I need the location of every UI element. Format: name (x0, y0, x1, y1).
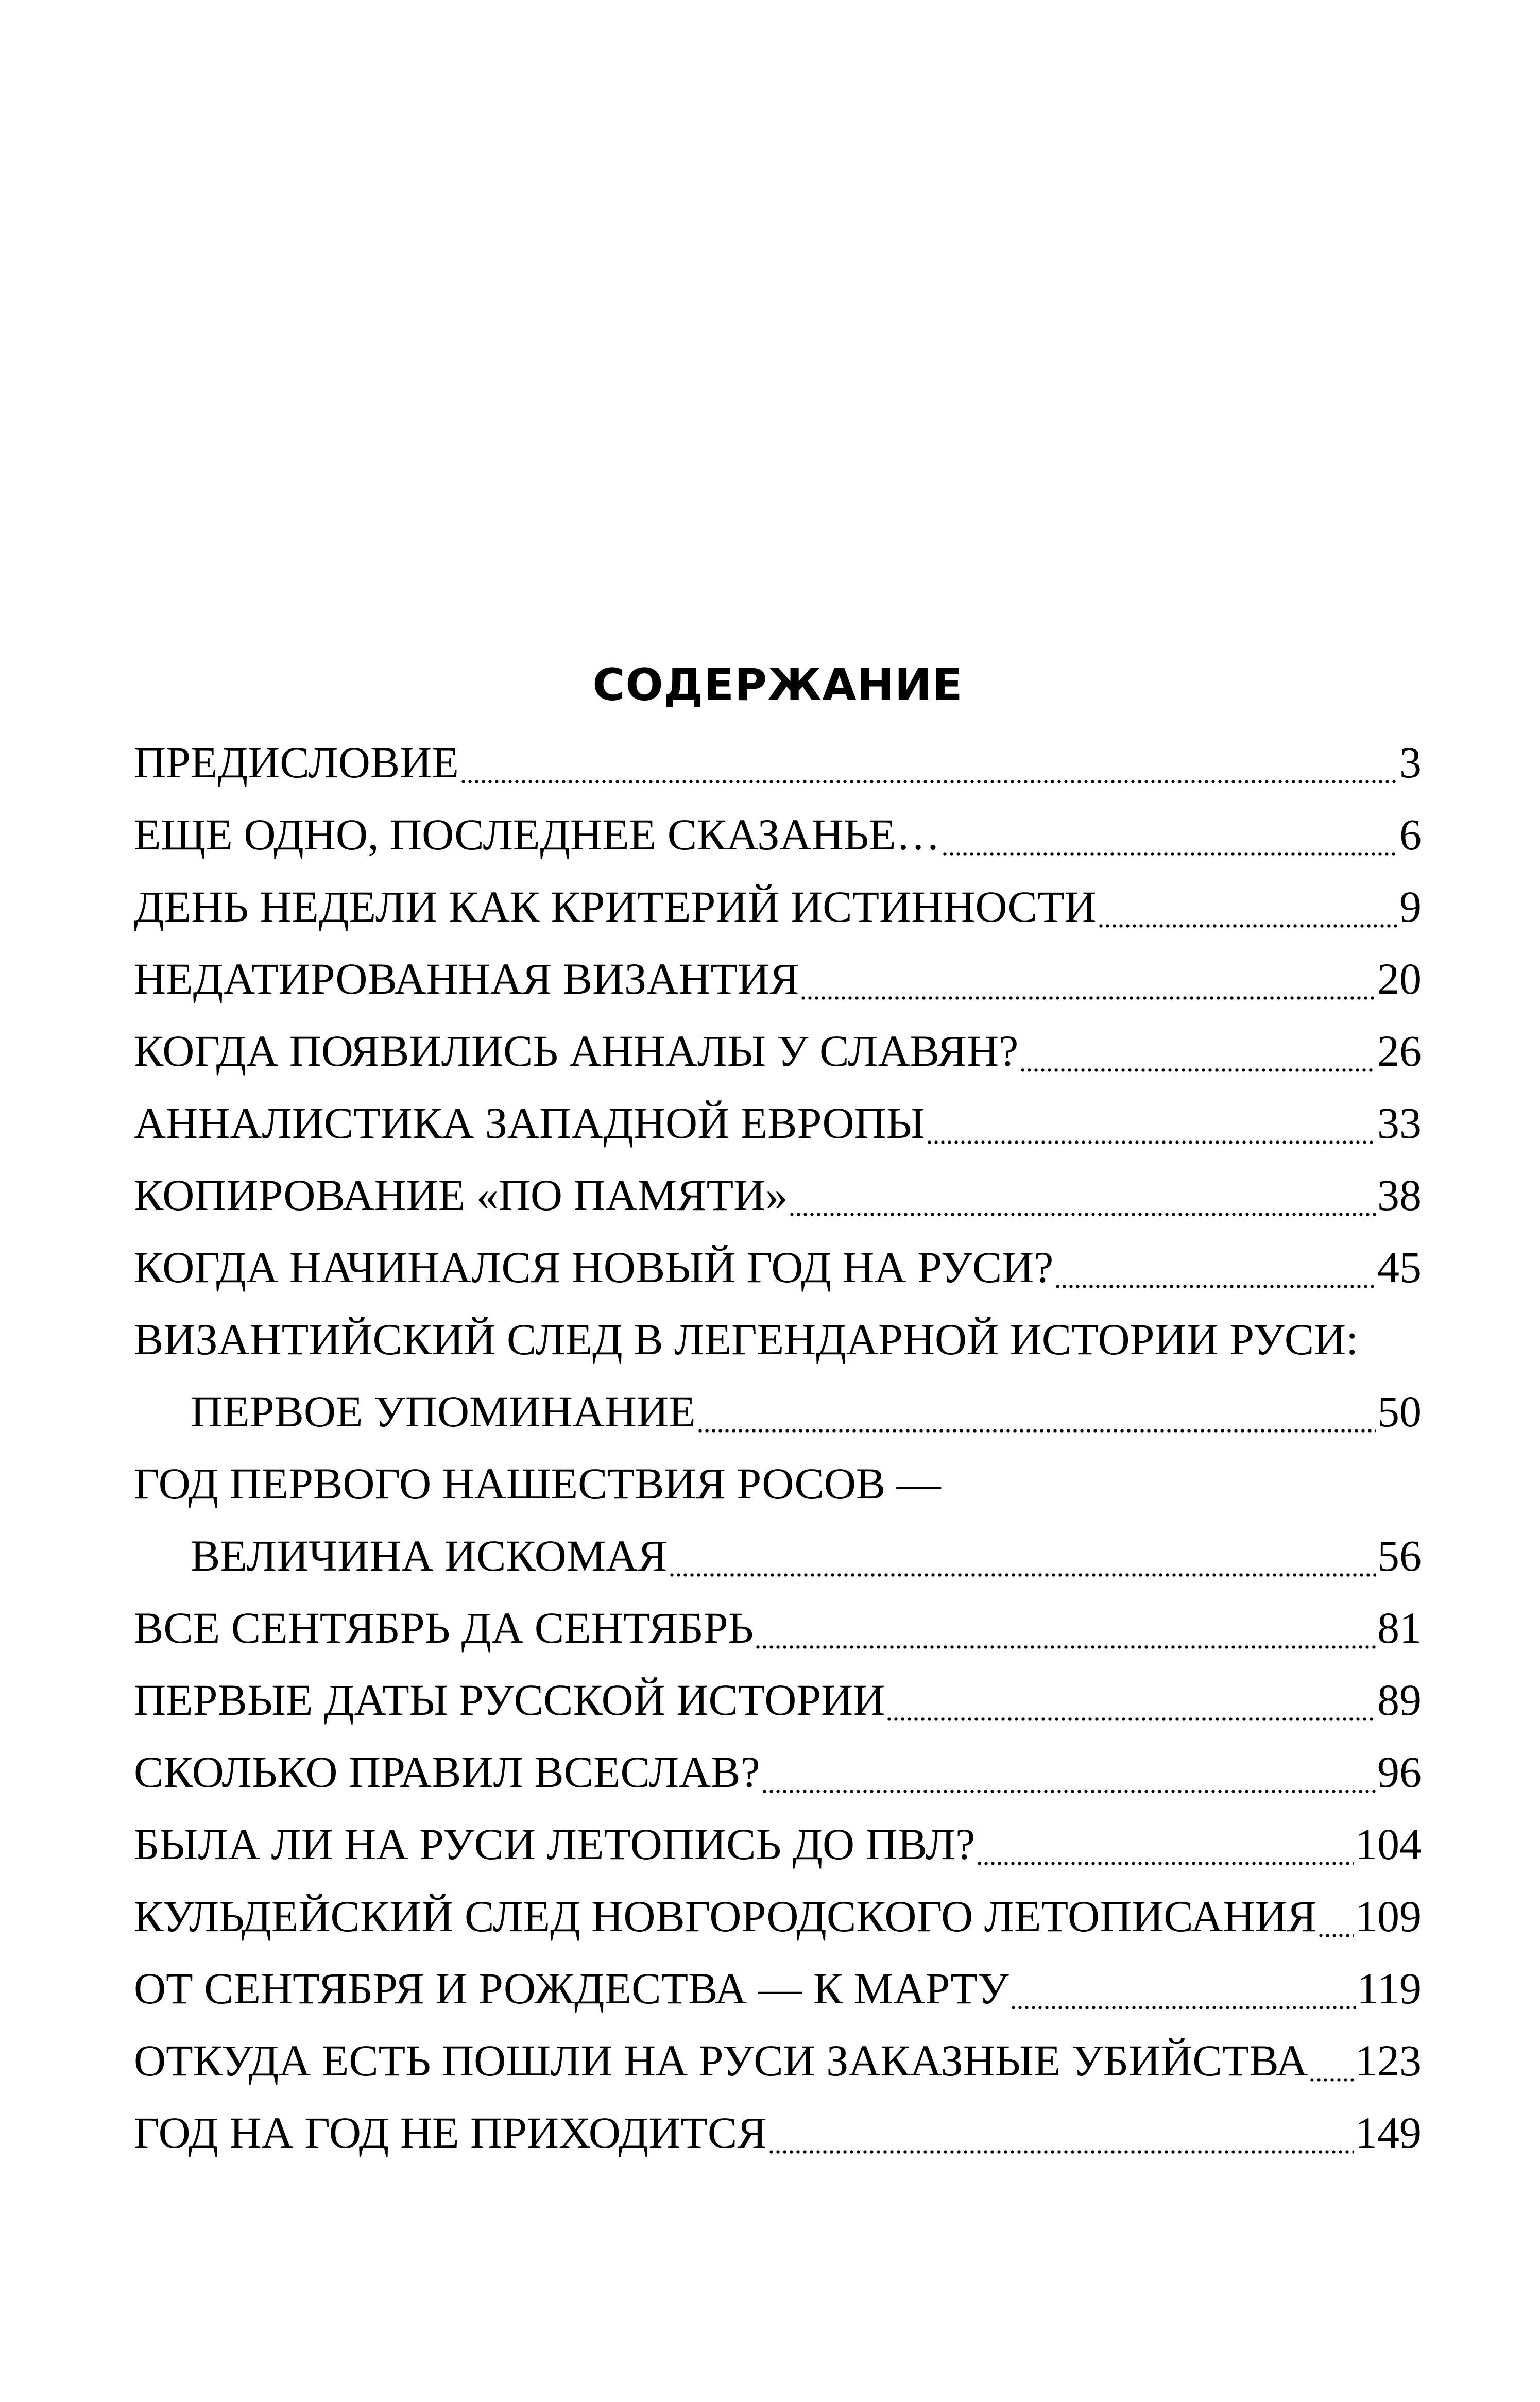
dot-leader (669, 1542, 1376, 1578)
toc-entry-title: СКОЛЬКО ПРАВИЛ ВСЕСЛАВ? (134, 1747, 760, 1797)
toc-entry-page: 89 (1377, 1675, 1422, 1725)
dot-leader (1317, 1903, 1354, 1939)
toc-entry-page: 3 (1399, 738, 1422, 787)
dot-leader (1019, 1037, 1376, 1074)
dot-leader (761, 1759, 1376, 1795)
dot-leader (976, 1831, 1354, 1867)
toc-entry-page: 33 (1377, 1098, 1422, 1148)
toc-entry-title: КУЛЬДЕЙСКИЙ СЛЕД НОВГОРОДСКОГО ЛЕТОПИСАНИЯ (134, 1892, 1317, 1941)
dot-leader (755, 1614, 1376, 1650)
toc-entries (134, 726, 1422, 2169)
toc-entry-page: 119 (1357, 1964, 1422, 2013)
dot-leader (800, 965, 1376, 1001)
dot-leader (460, 749, 1398, 785)
toc-entry-title: ОТ СЕНТЯБРЯ И РОЖДЕСТВА — К МАРТУ (134, 1964, 1009, 2013)
toc-entry-title: КОГДА НАЧИНАЛСЯ НОВЫЙ ГОД НА РУСИ? (134, 1242, 1054, 1292)
toc-entry-title: ПРЕДИСЛОВИЕ (134, 738, 459, 787)
toc-entry-page: 6 (1399, 810, 1422, 859)
toc-entry-title: НЕДАТИРОВАННАЯ ВИЗАНТИЯ (134, 954, 799, 1003)
toc-entry[interactable] (134, 2097, 1422, 2169)
toc-entry[interactable] (134, 1592, 1422, 1664)
toc-entry-page: 123 (1355, 2036, 1422, 2085)
toc-heading: СОДЕРЖАНИЕ (592, 659, 963, 711)
toc-entry-title-line2: ВЕЛИЧИНА ИСКОМАЯ (191, 1531, 668, 1580)
toc-entry-page: 56 (1377, 1531, 1422, 1580)
toc-entry-title: ПЕРВЫЕ ДАТЫ РУССКОЙ ИСТОРИИ (134, 1675, 885, 1725)
toc-entry[interactable] (134, 1015, 1422, 1087)
dot-leader (886, 1686, 1376, 1723)
toc-entry[interactable] (134, 1808, 1422, 1880)
toc-entry-two-line[interactable] (134, 1303, 1422, 1447)
toc-entry-page: 50 (1377, 1387, 1422, 1436)
toc-entry-title-line2: ПЕРВОЕ УПОМИНАНИЕ (191, 1387, 696, 1436)
toc-entry-title: ГОД НА ГОД НЕ ПРИХОДИТСЯ (134, 2108, 767, 2157)
toc-entry[interactable] (134, 871, 1422, 943)
dot-leader (1098, 893, 1398, 929)
dot-leader (789, 1182, 1376, 1218)
toc-entry-title: ОТКУДА ЕСТЬ ПОШЛИ НА РУСИ ЗАКАЗНЫЕ УБИЙСТВА (134, 2036, 1308, 2085)
toc-entry-title: ДЕНЬ НЕДЕЛИ КАК КРИТЕРИЙ ИСТИННОСТИ (134, 882, 1097, 931)
toc-entry[interactable] (134, 726, 1422, 798)
toc-entry-page: 96 (1377, 1747, 1422, 1797)
toc-entry[interactable] (134, 1736, 1422, 1808)
toc-entry-two-line[interactable] (134, 1447, 1422, 1592)
toc-entry-page: 38 (1377, 1170, 1422, 1220)
toc-entry-page: 20 (1377, 954, 1422, 1003)
toc-entry-title: ЕЩЕ ОДНО, ПОСЛЕДНЕЕ СКАЗАНЬЕ… (134, 810, 940, 859)
toc-entry[interactable] (134, 1664, 1422, 1736)
toc-entry-title: КОПИРОВАНИЕ «ПО ПАМЯТИ» (134, 1170, 788, 1220)
dot-leader (926, 1110, 1376, 1146)
toc-entry-title-line1: ВИЗАНТИЙСКИЙ СЛЕД В ЛЕГЕНДАРНОЙ ИСТОРИИ РУСИ: (134, 1315, 1359, 1364)
toc-entry-title: ВСЕ СЕНТЯБРЬ ДА СЕНТЯБРЬ (134, 1603, 754, 1653)
toc-entry[interactable] (134, 943, 1422, 1015)
toc-entry-page: 26 (1377, 1026, 1422, 1076)
toc-entry[interactable] (134, 1087, 1422, 1159)
toc-entry[interactable] (134, 798, 1422, 871)
dot-leader (942, 821, 1398, 857)
toc-entry-page: 104 (1355, 1819, 1422, 1869)
toc-entry[interactable] (134, 1231, 1422, 1303)
toc-entry-page: 45 (1377, 1242, 1422, 1292)
toc-entry-page: 109 (1355, 1892, 1422, 1941)
toc-entry-page: 9 (1399, 882, 1422, 931)
toc-entry-title: КОГДА ПОЯВИЛИСЬ АННАЛЫ У СЛАВЯН? (134, 1026, 1019, 1076)
toc-entry[interactable] (134, 1880, 1422, 1952)
toc-entry-title: БЫЛА ЛИ НА РУСИ ЛЕТОПИСЬ ДО ПВЛ? (134, 1819, 976, 1869)
toc-entry-page: 81 (1377, 1603, 1422, 1653)
toc-entry-title: АННАЛИСТИКА ЗАПАДНОЙ ЕВРОПЫ (134, 1098, 925, 1148)
dot-leader (697, 1398, 1376, 1434)
toc-entry[interactable] (134, 1952, 1422, 2024)
dot-leader (768, 2119, 1354, 2155)
toc-entry-title-line1: ГОД ПЕРВОГО НАШЕСТВИЯ РОСОВ — (134, 1459, 941, 1508)
toc-entry-page: 149 (1355, 2108, 1422, 2157)
toc-entry[interactable] (134, 2024, 1422, 2097)
toc-entry[interactable] (134, 1159, 1422, 1231)
dot-leader (1054, 1254, 1376, 1290)
dot-leader (1010, 1975, 1356, 2011)
dot-leader (1309, 2047, 1354, 2083)
